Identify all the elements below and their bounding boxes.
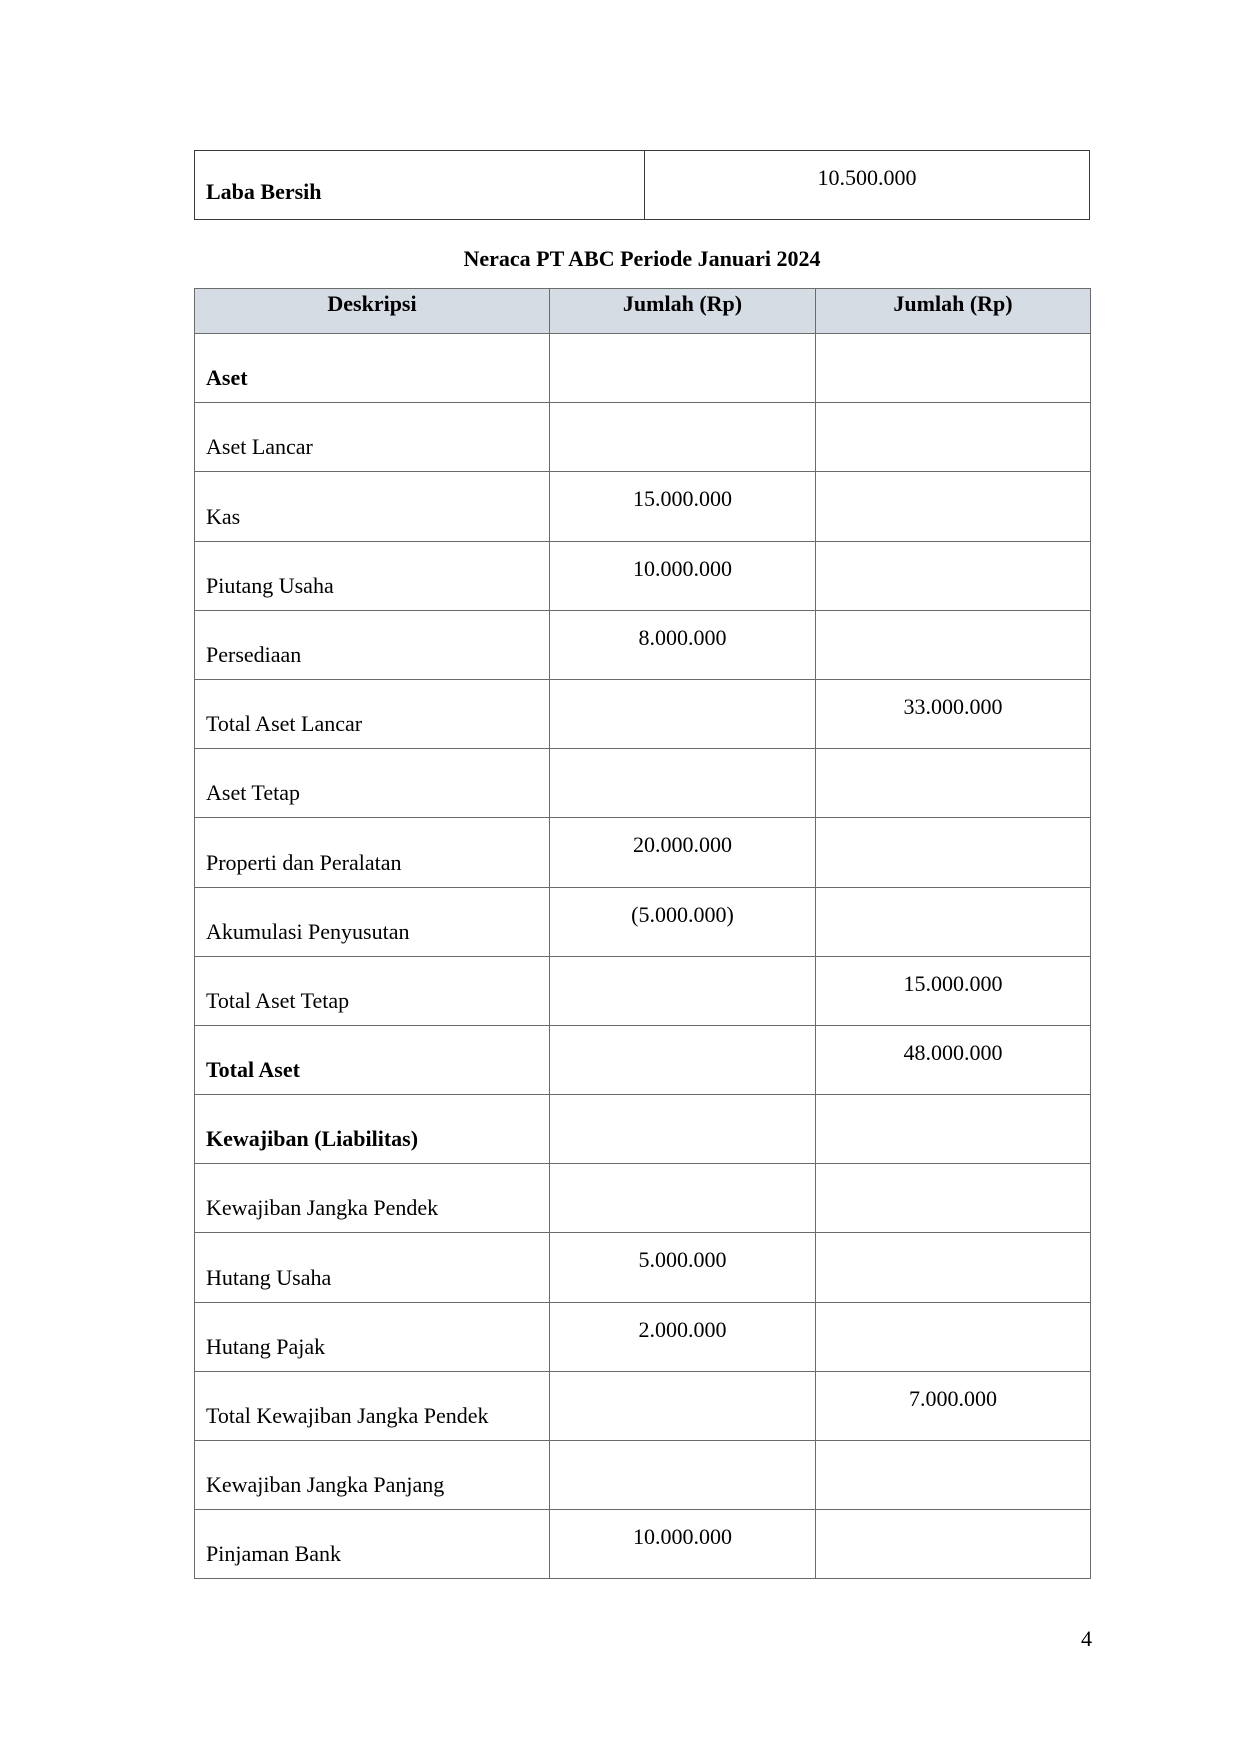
row-amount [550, 1371, 816, 1440]
row-amount: 15.000.000 [550, 472, 816, 541]
row-amount [550, 956, 816, 1025]
row-amount [550, 749, 816, 818]
row-total [816, 1233, 1091, 1302]
table-row [195, 679, 1091, 748]
table-row [195, 151, 1090, 220]
table-header-row [195, 289, 1091, 334]
row-description: Total Aset Tetap [195, 956, 550, 1025]
row-total: 33.000.000 [816, 679, 1091, 748]
row-description: Total Aset [195, 1025, 550, 1094]
row-description: Aset Lancar [195, 403, 550, 472]
row-description: Kewajiban Jangka Panjang [195, 1441, 550, 1510]
row-description: Persediaan [195, 610, 550, 679]
row-total [816, 1164, 1091, 1233]
row-amount: (5.000.000) [550, 887, 816, 956]
row-total [816, 1510, 1091, 1579]
row-total [816, 749, 1091, 818]
row-description: Hutang Pajak [195, 1302, 550, 1371]
row-amount: 10.000.000 [550, 1510, 816, 1579]
column-header-jumlah-2: Jumlah (Rp) [816, 289, 1091, 334]
table-row [195, 1164, 1091, 1233]
row-description: Piutang Usaha [195, 541, 550, 610]
table-row [195, 1441, 1091, 1510]
neraca-table [194, 288, 1091, 1579]
row-total [816, 1441, 1091, 1510]
row-amount: 8.000.000 [550, 610, 816, 679]
laba-bersih-value: 10.500.000 [645, 151, 1090, 220]
row-description: Akumulasi Penyusutan [195, 887, 550, 956]
row-description: Aset [195, 334, 550, 403]
table-row [195, 956, 1091, 1025]
neraca-title: Neraca PT ABC Periode Januari 2024 [463, 246, 821, 271]
row-amount: 5.000.000 [550, 1233, 816, 1302]
row-description: Pinjaman Bank [195, 1510, 550, 1579]
table-row [195, 610, 1091, 679]
table-row [195, 749, 1091, 818]
row-amount [550, 403, 816, 472]
row-description: Kas [195, 472, 550, 541]
table-row [195, 1025, 1091, 1094]
laba-bersih-label: Laba Bersih [195, 151, 645, 220]
row-total [816, 403, 1091, 472]
column-header-jumlah-1: Jumlah (Rp) [550, 289, 816, 334]
row-amount: 10.000.000 [550, 541, 816, 610]
table-row [195, 818, 1091, 887]
table-row [195, 334, 1091, 403]
table-row [195, 541, 1091, 610]
table-row [195, 472, 1091, 541]
row-total: 48.000.000 [816, 1025, 1091, 1094]
row-total [816, 818, 1091, 887]
row-description: Kewajiban Jangka Pendek [195, 1164, 550, 1233]
table-row [195, 403, 1091, 472]
row-amount [550, 334, 816, 403]
row-total [816, 1095, 1091, 1164]
row-description: Hutang Usaha [195, 1233, 550, 1302]
row-description: Total Aset Lancar [195, 679, 550, 748]
row-total: 15.000.000 [816, 956, 1091, 1025]
laba-bersih-table [194, 150, 1090, 220]
column-header-deskripsi: Deskripsi [195, 289, 550, 334]
table-row [195, 1510, 1091, 1579]
row-total [816, 1302, 1091, 1371]
table-row [195, 1233, 1091, 1302]
table-row [195, 1371, 1091, 1440]
row-total [816, 610, 1091, 679]
row-total [816, 472, 1091, 541]
row-description: Aset Tetap [195, 749, 550, 818]
page-number: 4 [1081, 1626, 1092, 1651]
row-description: Kewajiban (Liabilitas) [195, 1095, 550, 1164]
row-description: Properti dan Peralatan [195, 818, 550, 887]
row-total [816, 334, 1091, 403]
row-description: Total Kewajiban Jangka Pendek [195, 1371, 550, 1440]
table-row [195, 1095, 1091, 1164]
neraca-table-body [195, 334, 1091, 1579]
row-amount [550, 1164, 816, 1233]
row-total [816, 541, 1091, 610]
row-amount [550, 679, 816, 748]
row-total [816, 887, 1091, 956]
row-amount [550, 1441, 816, 1510]
table-row [195, 1302, 1091, 1371]
row-total: 7.000.000 [816, 1371, 1091, 1440]
row-amount [550, 1025, 816, 1094]
table-row [195, 887, 1091, 956]
row-amount: 20.000.000 [550, 818, 816, 887]
row-amount: 2.000.000 [550, 1302, 816, 1371]
row-amount [550, 1095, 816, 1164]
